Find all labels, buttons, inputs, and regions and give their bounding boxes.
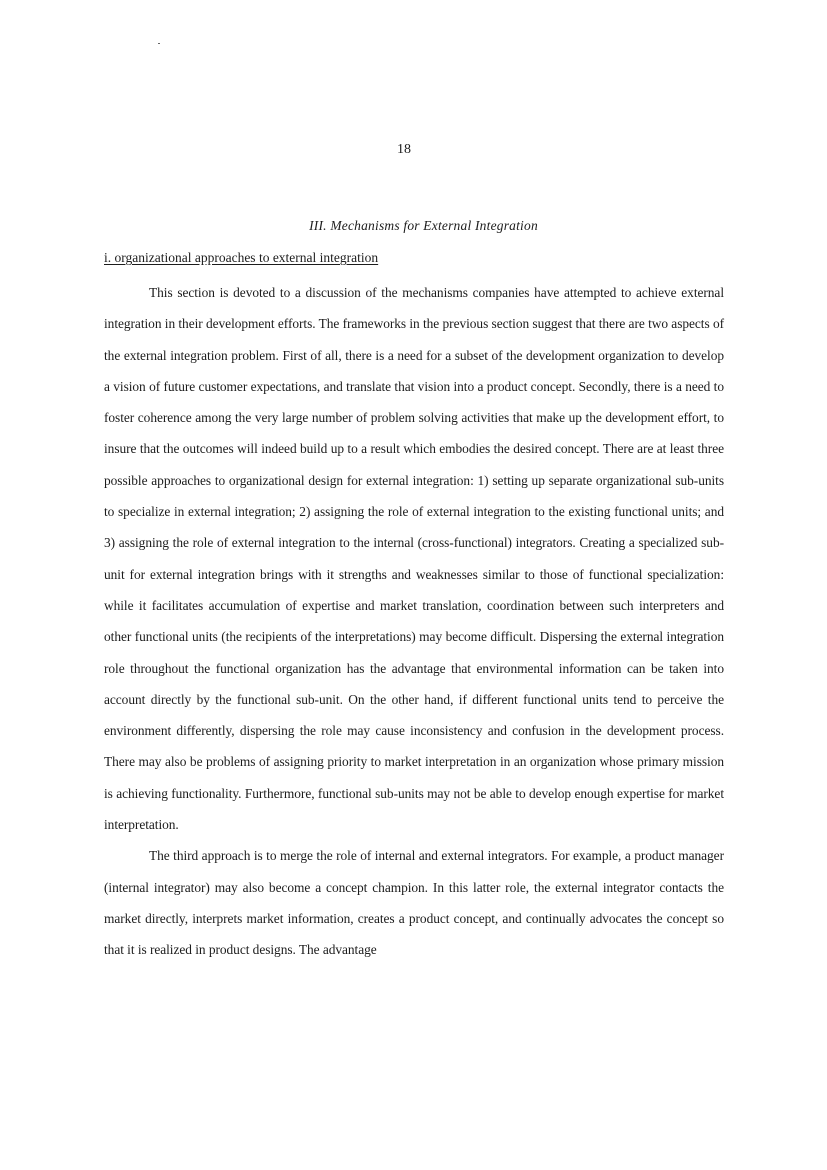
subsection-title: i. organizational approaches to external integration bbox=[104, 250, 379, 265]
scan-speck bbox=[158, 43, 160, 44]
paragraph-2: The third approach is to merge the role of internal and external integrators. For example, a product manager (internal integrator) may also become a concept champion. In this latter role, the external integrator contacts the market directly, interprets market information, creates a product concept, and continually advocates the concept so that it is realized in product designs. The advantage bbox=[104, 848, 724, 958]
page-number: 18 bbox=[397, 142, 411, 157]
paragraph-1: This section is devoted to a discussion of the mechanisms companies have attempted to achieve external integration in their development efforts. The frameworks in the previous section suggest that there are two aspects of the external integration problem. First of all, there is a need for a subset of the development organization to develop a vision of future customer expectations, and translate that vision into a product concept. Secondly, there is a need to foster coherence among the very large number of problem solving activities that make up the development effort, to insure that the outcomes will indeed build up to a result which embodies the desired concept. There are at least three possible approaches to organizational design for external integration: 1) setting up separate organizational sub-units to specialize in external integration; 2) assigning the role of external integration to the existing functional units; and 3) assigning the role of external integration to the internal (cross-functional) integrators. Creating a specialized sub-unit for external integration brings with it strengths and weaknesses similar to those of functional specialization: while it facilitates accumulation of expertise and market translation, coordination between such interpreters and other functional units (the recipients of the interpretations) may become difficult. Dispersing the external integration role throughout the functional organization has the advantage that environmental information can be taken into account directly by the functional sub-unit. On the other hand, if different functional units tend to perceive the environment differently, dispersing the role may cause inconsistency and confusion in the development process. There may also be problems of assigning priority to market interpretation in an organization whose primary mission is achieving functionality. Furthermore, functional sub-units may not be able to develop enough expertise for market interpretation. bbox=[104, 285, 724, 833]
section-title: III. Mechanisms for External Integration bbox=[309, 218, 538, 233]
body-text bbox=[104, 277, 724, 966]
